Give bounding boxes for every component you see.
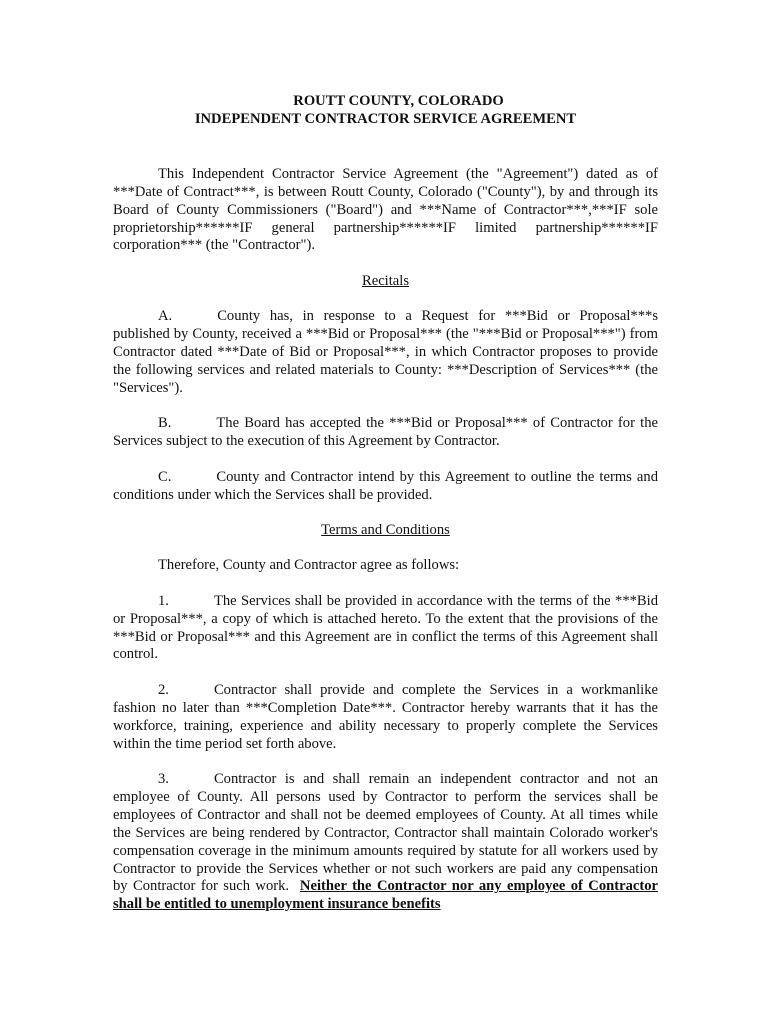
recital-c-label: C.	[158, 468, 172, 485]
term-1	[113, 593, 658, 665]
document-body	[113, 93, 658, 914]
therefore-paragraph: Therefore, County and Contractor agree as follows:	[158, 557, 460, 574]
title-line-1: ROUTT COUNTY, COLORADO	[293, 93, 504, 109]
recital-b	[113, 415, 658, 451]
intro-paragraph: This Independent Contractor Service Agreement (the "Agreement") dated as of ***Date of Contract***, is between Routt County, Colorado ("County"), by and through its Board of County Commissioners ("Board") and ***Name of Contractor***,***IF sole proprietorship******IF general partnership******IF limited partnership******IF corporation*** (the "Contractor").	[113, 165, 658, 254]
term-2-label: 2.	[158, 681, 169, 698]
recital-c	[113, 469, 658, 505]
recital-b-label: B.	[158, 415, 172, 432]
term-3-label: 3.	[158, 770, 169, 787]
recital-a-text: County has, in response to a Request for ***Bid or Proposal***s published by County, received a ***Bid or Proposal*** (the "***Bid or Proposal***") from Contractor dated ***Date of Bid or Proposal***, in which Contractor proposes to provide the following services and related materials to County: ***Description of Services*** (the "Services").	[113, 308, 658, 396]
recitals-heading: Recitals	[361, 272, 409, 289]
recital-a	[113, 308, 658, 398]
term-1-text: The Services shall be provided in accordance with the terms of the ***Bid or Proposal***, a copy of which is attached hereto. To the extent that the provisions of the ***Bid or Proposal*** and this Agreement are in conflict the terms of this Agreement shall control.	[113, 592, 658, 663]
term-2	[113, 682, 658, 754]
term-2-text: Contractor shall provide and complete the Services in a workmanlike fashion no later than ***Completion Date***. Contractor hereby warrants that it has the workforce, training, experience and ability necessary to properly complete the Services within the time period set forth above.	[113, 681, 658, 752]
term-3-text: Contractor is and shall remain an independent contractor and not an employee of County. All persons used by Contractor to perform the services shall be employees of Contractor and shall not be deemed employees of County. At all times while the Services are being rendered by Contractor, Contractor shall maintain Colorado worker's compensation coverage in the minimum amounts required by statute for all workers used by Contractor to provide the Services whether or not such workers are paid any compensation by Contractor for such work.	[113, 770, 658, 895]
recital-b-text: The Board has accepted the ***Bid or Proposal*** of Contractor for the Services subject to the execution of this Agreement by Contractor.	[113, 415, 658, 450]
recital-c-text: County and Contractor intend by this Agreement to outline the terms and conditions under which the Services shall be provided.	[113, 468, 658, 503]
term-1-label: 1.	[158, 592, 169, 609]
term-3-bold-text: Neither the Contractor nor any employee of Contractor shall be entitled to unemployment insurance benefits	[113, 878, 659, 913]
terms-heading: Terms and Conditions	[321, 521, 450, 538]
title-line-2: INDEPENDENT CONTRACTOR SERVICE AGREEMENT	[194, 110, 577, 127]
recital-a-label: A.	[158, 308, 173, 325]
term-3	[113, 771, 658, 914]
document-title	[113, 93, 658, 129]
